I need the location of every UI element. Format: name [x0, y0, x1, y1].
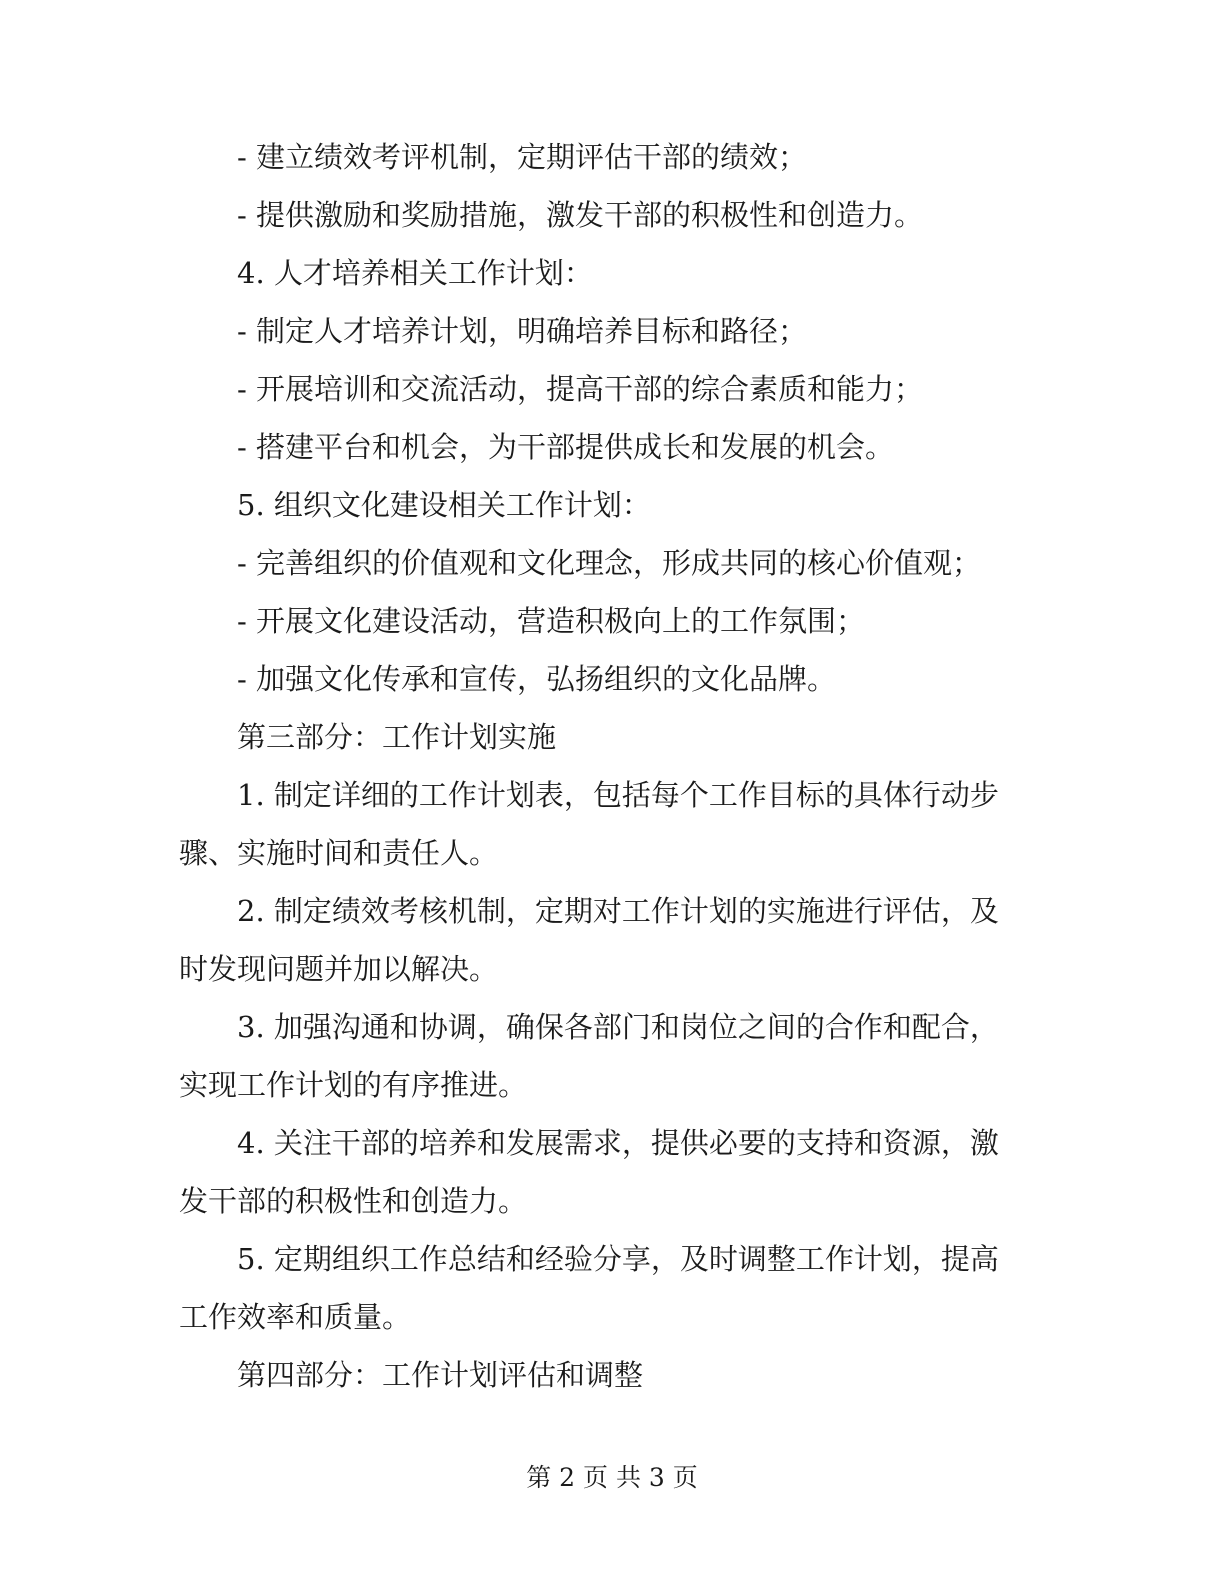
text-line: 发干部的积极性和创造力。 — [179, 1184, 528, 1218]
text-line: 5. 组织文化建设相关工作计划： — [237, 488, 651, 522]
text-line: - 开展文化建设活动，营造积极向上的工作氛围； — [237, 604, 866, 638]
section-heading: 第三部分：工作计划实施 — [237, 720, 557, 754]
text-line: 5. 定期组织工作总结和经验分享，及时调整工作计划，提高 — [237, 1242, 999, 1276]
page-footer: 第 2 页 共 3 页 — [526, 1463, 698, 1492]
section-heading: 第四部分：工作计划评估和调整 — [237, 1358, 644, 1392]
text-line: 1. 制定详细的工作计划表，包括每个工作目标的具体行动步 — [237, 778, 999, 812]
text-line: 4. 人才培养相关工作计划： — [237, 256, 593, 290]
document-body — [179, 128, 1029, 1404]
text-line: - 完善组织的价值观和文化理念，形成共同的核心价值观； — [237, 546, 982, 580]
text-line: 工作效率和质量。 — [179, 1300, 412, 1334]
text-line: 3. 加强沟通和协调，确保各部门和岗位之间的合作和配合， — [237, 1010, 999, 1044]
text-line: - 提供激励和奖励措施，激发干部的积极性和创造力。 — [237, 198, 924, 232]
text-line: - 建立绩效考评机制，定期评估干部的绩效； — [237, 140, 808, 174]
text-line: 时发现问题并加以解决。 — [179, 952, 499, 986]
text-line: 实现工作计划的有序推进。 — [179, 1068, 528, 1102]
text-line: - 制定人才培养计划，明确培养目标和路径； — [237, 314, 808, 348]
text-line: - 开展培训和交流活动，提高干部的综合素质和能力； — [237, 372, 924, 406]
text-line: 骤、实施时间和责任人。 — [179, 836, 499, 870]
text-line: - 加强文化传承和宣传，弘扬组织的文化品牌。 — [237, 662, 837, 696]
text-line: 4. 关注干部的培养和发展需求，提供必要的支持和资源，激 — [237, 1126, 999, 1160]
text-line: - 搭建平台和机会，为干部提供成长和发展的机会。 — [237, 430, 895, 464]
text-line: 2. 制定绩效考核机制，定期对工作计划的实施进行评估，及 — [237, 894, 999, 928]
